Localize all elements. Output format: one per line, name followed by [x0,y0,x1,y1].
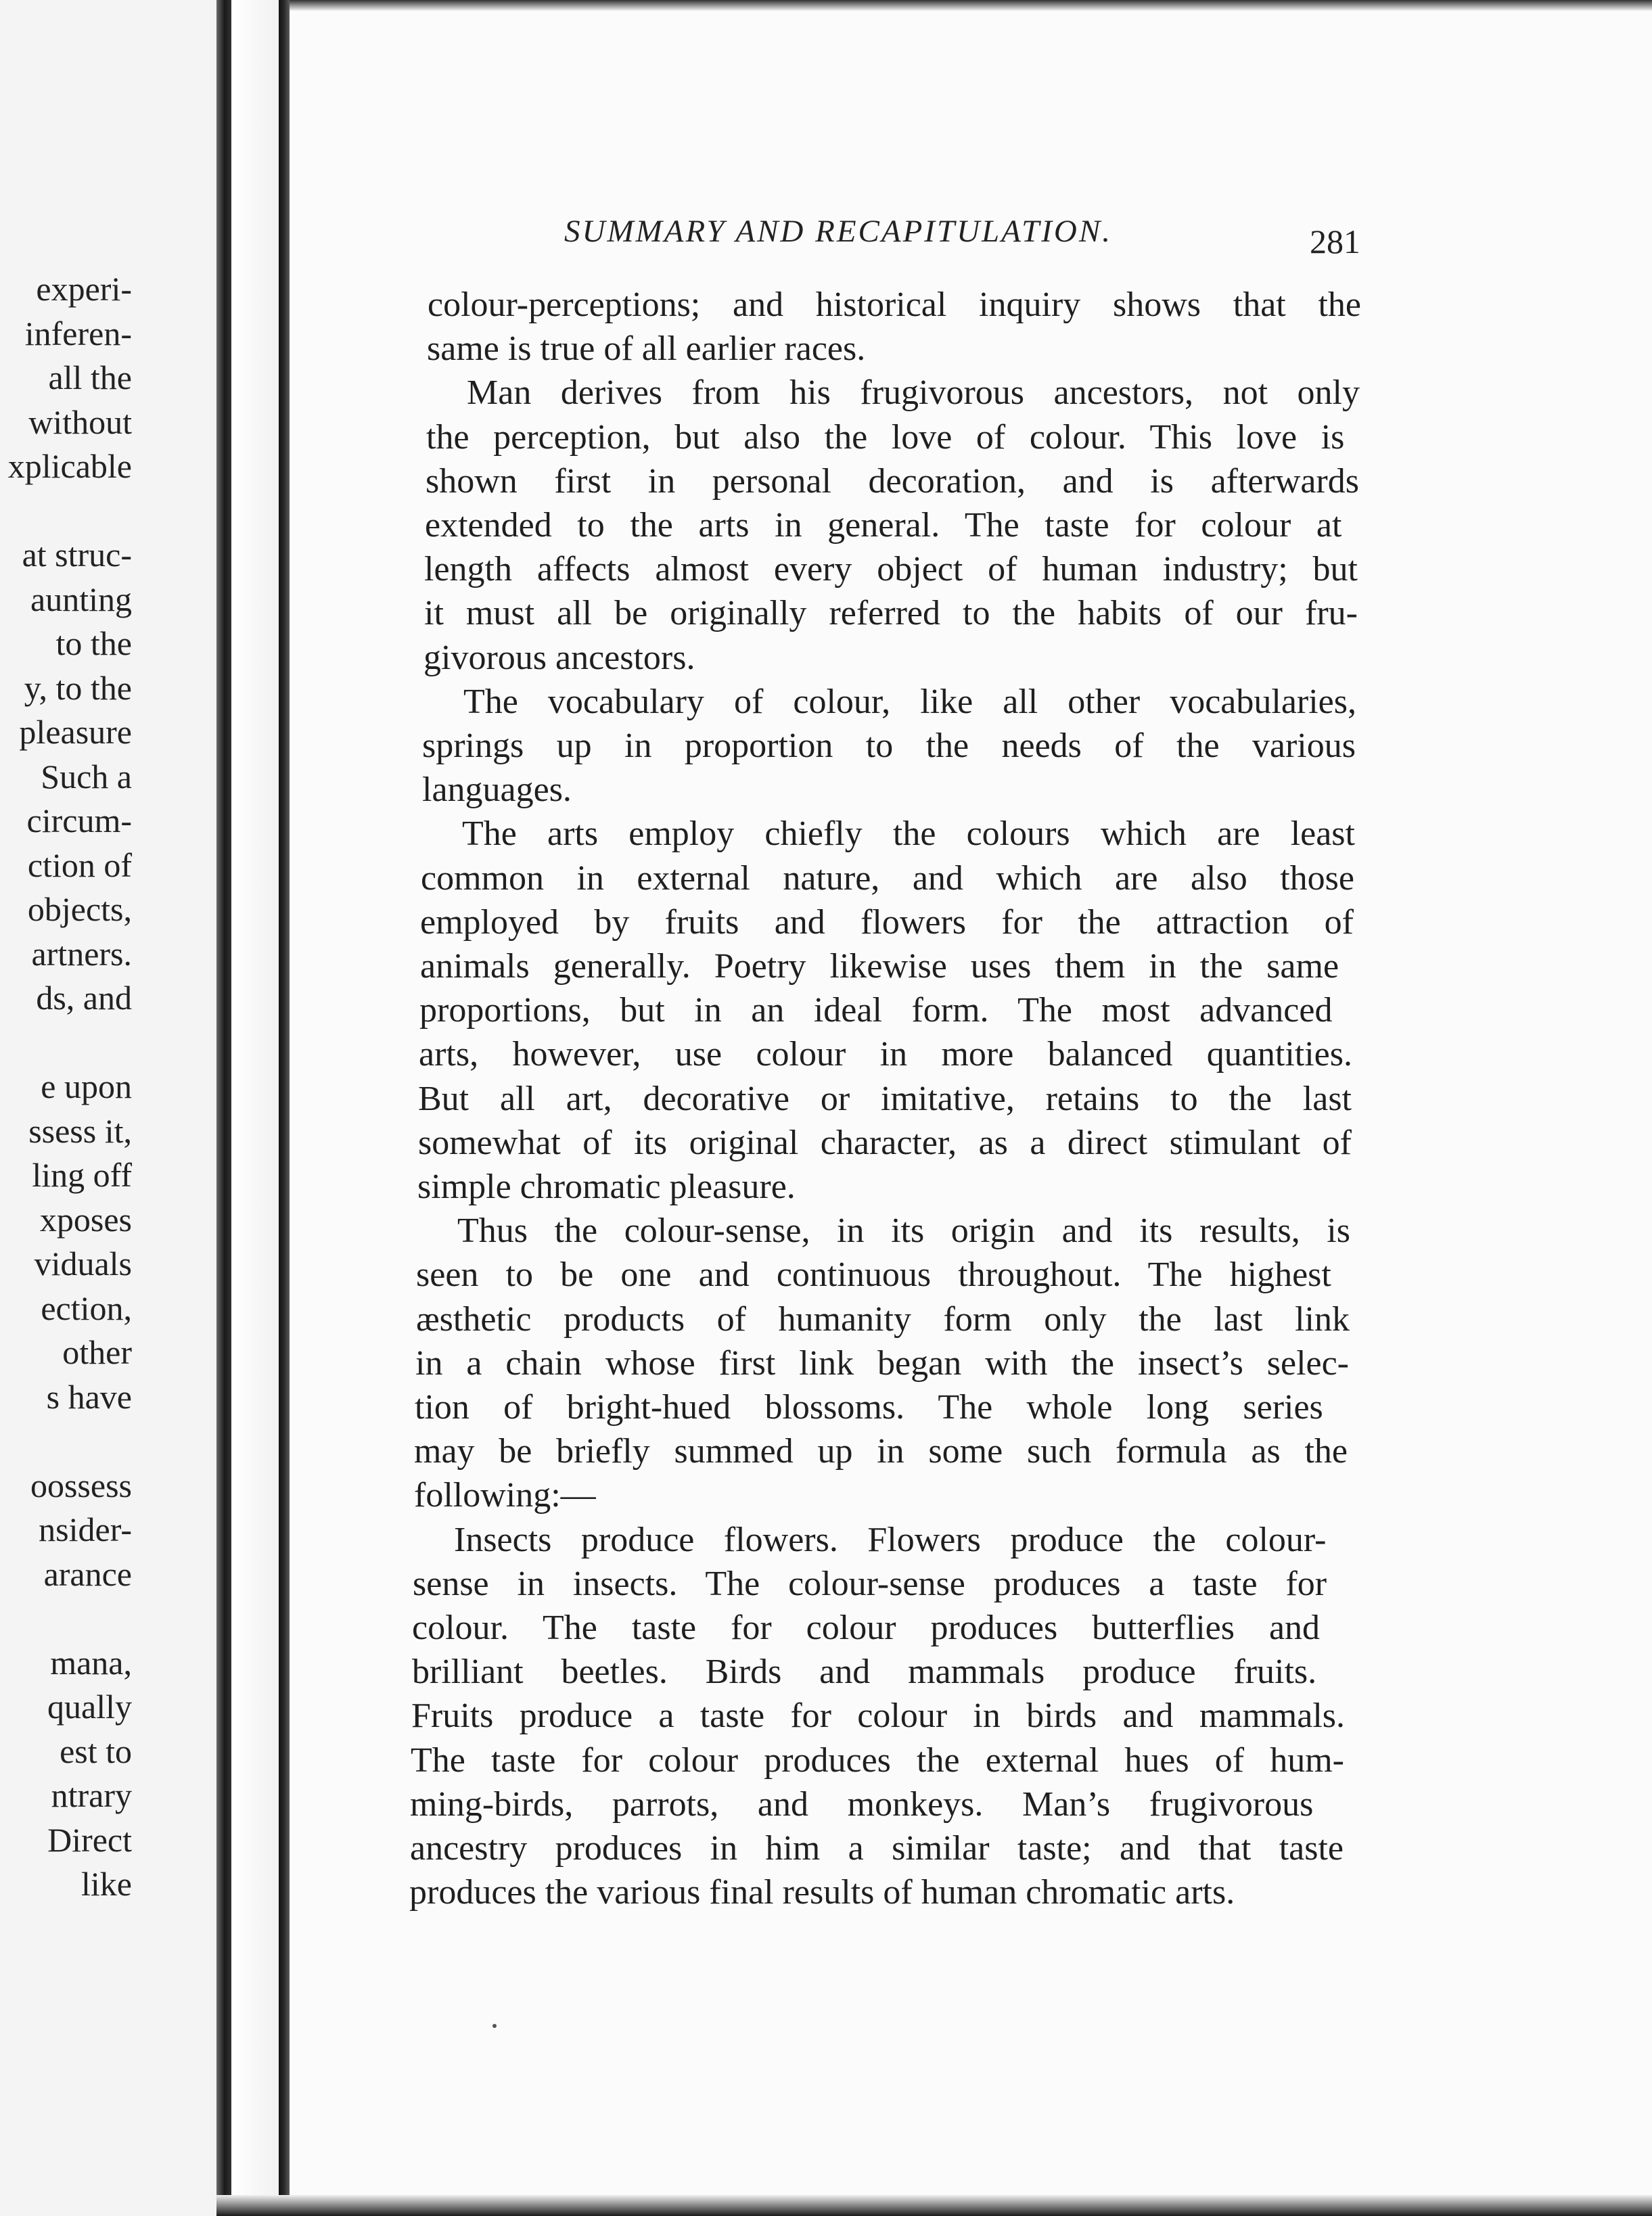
left-page-line: objects, [27,890,132,928]
body-text-line: extended to the arts in general. The taste for colour at [425,506,1342,545]
left-page-line: ction of [27,846,132,884]
left-page-line: est to [60,1732,132,1770]
body-text-line: animals generally. Poetry likewise uses them in the same [420,947,1339,986]
body-text-line: The arts employ chiefly the colours which are least [462,814,1355,854]
left-page-line: at struc- [22,536,132,574]
body-text-line: arts, however, use colour in more balanced quantities. [419,1035,1352,1074]
body-text-line: same is true of all earlier races. [427,329,866,369]
left-page-line: e upon [41,1067,132,1105]
body-text-line: colour. The taste for colour produces butterflies and [412,1609,1321,1647]
left-page-line: mana, [50,1643,132,1682]
body-text-line: seen to be one and continuous throughout. The highest [416,1255,1331,1295]
body-text-line: ancestry produces in him a similar taste; and that taste [410,1829,1344,1868]
body-text-line: brilliant beetles. Birds and mammals produce fruits. [412,1653,1317,1692]
left-page-line: experi- [36,270,132,308]
body-text-line: the perception, but also the love of colour. This love is [426,417,1345,457]
book-gutter-shadow [216,0,231,2216]
body-text-line: The taste for colour produces the external hues of hum- [411,1740,1344,1780]
left-page-line: s have [46,1377,132,1416]
body-text-line: sense in insects. The colour-sense produces a taste for [413,1564,1327,1603]
left-page-line: ection, [41,1289,132,1327]
body-text-line: But all art, decorative or imitative, retains to the last [418,1079,1352,1118]
body-text-line: Fruits produce a taste for colour in birds and mammals. [411,1696,1345,1736]
body-text-line: ming-birds, parrots, and monkeys. Man’s frugivorous [410,1784,1314,1824]
body-text-line: givorous ancestors. [423,638,695,677]
body-text-line: The vocabulary of colour, like all other vocabularies, [463,682,1356,721]
body-text-line: tion of bright-hued blossoms. The whole long series [415,1388,1323,1427]
page-number: 281 [1310,223,1360,260]
body-text-line: in a chain whose first link began with the insect’s selec- [415,1343,1349,1383]
left-page-line: ling off [32,1156,132,1194]
left-page-line: to the [55,624,132,662]
left-page-line: Such a [41,757,132,795]
body-text-line: employed by fruits and flowers for the attraction of [420,902,1354,942]
left-page-line: inferen- [24,314,132,352]
body-text-line: Insects produce flowers. Flowers produce the colour- [454,1520,1327,1559]
left-page-line: xposes [39,1200,132,1239]
running-head: SUMMARY AND RECAPITULATION. [564,214,1112,249]
left-page-line: circum- [26,802,132,839]
left-page-line: oossess [30,1466,132,1504]
body-text-line: Man derives from his frugivorous ancestors, not only [467,373,1360,413]
body-text-line: it must all be originally referred to the habits of our fru- [424,594,1358,633]
body-text-line: shown first in personal decoration, and is afterwards [426,461,1359,501]
left-page-line: qually [47,1688,132,1726]
body-text-line: æsthetic products of humanity form only the last link [416,1299,1350,1339]
top-page-edge [290,0,1652,11]
body-text-line: proportions, but in an ideal form. The most advanced [419,991,1333,1030]
body-text-line: common in external nature, and which are also those [421,858,1354,898]
bottom-page-shadow [216,2195,1652,2216]
left-page-line: ntrary [51,1776,132,1814]
body-text-line: Thus the colour-sense, in its origin and its results, is [457,1211,1350,1251]
left-page-line: aunting [30,580,132,618]
body-text-line: somewhat of its original character, as a direct stimulant of [418,1123,1352,1162]
left-page-line: like [81,1865,132,1903]
body-text-line: languages. [422,770,572,810]
body-text-line: produces the various final results of human chromatic arts. [409,1873,1235,1912]
left-page-line: ds, and [36,979,132,1017]
page-edge-line [279,0,290,2216]
gutter-margin [231,0,279,2216]
body-text-line: following:— [414,1476,596,1515]
left-page-line: y, to the [24,668,132,707]
left-page-line: Direct [47,1820,132,1859]
left-page-line: pleasure [19,713,132,751]
body-text-line: may be briefly summed up in some such formula as the [414,1432,1348,1471]
left-page-line: nsider- [39,1510,132,1548]
body-text-line: springs up in proportion to the needs of the various [422,726,1356,765]
body-text-line: colour-perceptions; and historical inquiry shows that the [428,285,1361,324]
left-page-line: all the [48,359,132,396]
left-page-line: other [62,1333,132,1371]
body-text-line: simple chromatic pleasure. [417,1168,796,1206]
left-page-line: without [28,402,132,441]
left-page-line: arance [43,1554,132,1593]
left-page-line: xplicable [7,447,132,485]
left-page-line: artners. [31,934,132,973]
left-page-line: viduals [34,1245,132,1283]
left-page-line: ssess it, [28,1111,132,1150]
body-text-line: length affects almost every object of human industry; but [424,550,1358,589]
ink-speck [492,2024,497,2028]
